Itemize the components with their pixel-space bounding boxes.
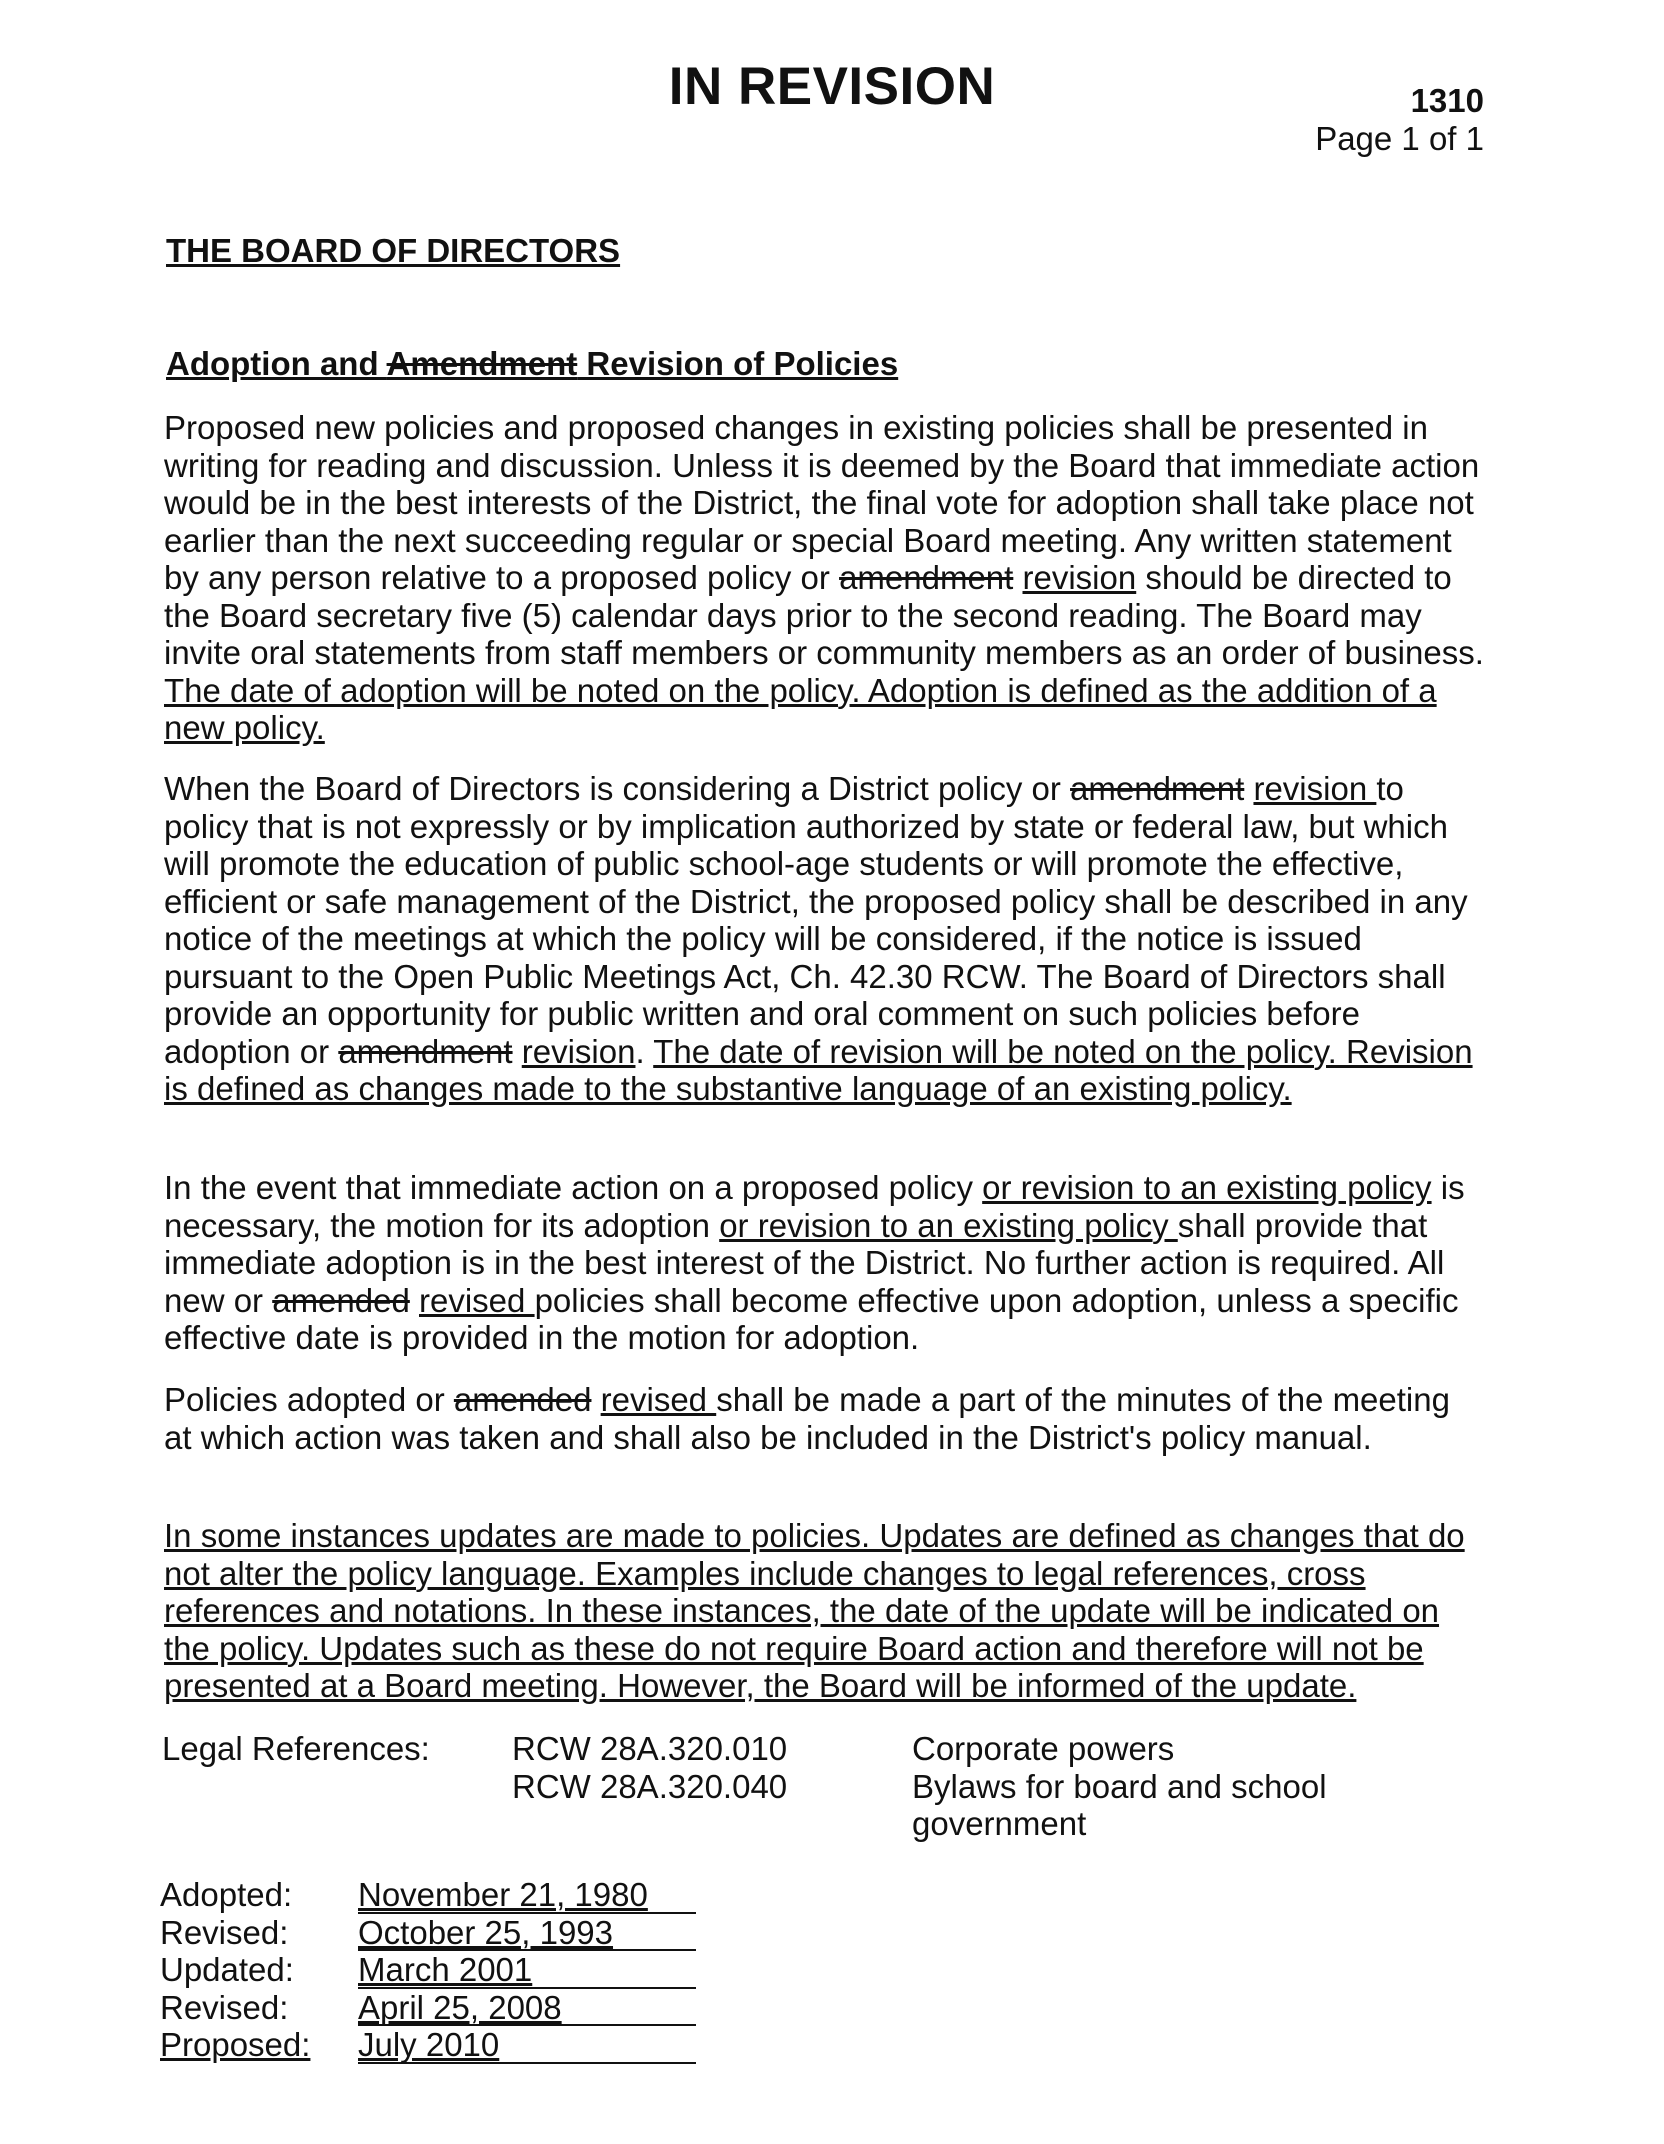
paragraph-immediate-action [164,1169,1484,1357]
para2-inserted-1: revision [1253,770,1377,807]
policy-number: 1310 [1410,82,1484,119]
para4-struck-1: amended [453,1381,592,1418]
history-label: Revised: [160,1988,289,2026]
policy-title [166,345,898,383]
para1-text-2: should be directed to the Board secretary five (5) calendar days prior to the second reading. The Board may invite oral statements from staff members or community members as an order of business. [164,559,1484,671]
para4-text-2: shall be made a part of the minutes of the meeting at which action was taken and shall also be included in the District's policy manual. [164,1381,1450,1456]
para1-text-1: Proposed new policies and proposed changes in existing policies shall be presented in writing for reading and discussion. Unless it is deemed by the Board that immediate action would be in the best interests of the District, the final vote for adoption shall take place not earlier than the next succeeding regular or special Board meeting. Any written statement by any person relative to a proposed policy or [164,409,1480,596]
legal-references-label [162,1730,430,1768]
para3-text-4: policies shall become effective upon adoption, unless a specific effective date is provided in the motion for adoption. [164,1281,1459,1356]
paragraph-minutes [164,1381,1484,1456]
para2-struck-2: amendment [338,1032,513,1070]
para2-inserted-2: revision [521,1032,636,1070]
para3-text-3: shall provide that immediate adoption is in the best interest of the District. No further action is required. All new or [164,1206,1445,1319]
page-indicator: Page 1 of 1 [1315,120,1484,157]
para2-inserted-3: The date of revision will be noted on the policy. Revision is defined as changes made to the substantive language of an existing policy. [164,1032,1473,1107]
legal-description: Bylaws for board and school government [912,1767,1327,1842]
paragraph-proposals [164,409,1484,747]
para4-text-1: Policies adopted or [164,1381,454,1418]
history-label: Revised: [160,1913,289,1951]
history-row [160,1914,696,1952]
para1-inserted-1: revision [1022,559,1137,596]
legal-references-codes [512,1730,787,1805]
paragraph-updates [164,1517,1484,1705]
legal-references-descriptions [912,1730,1372,1843]
para3-text-1: In the event that immediate action on a proposed policy [164,1169,983,1206]
para1-inserted-2: The date of adoption will be noted on the policy. Adoption is defined as the addition of a new policy. [164,671,1437,746]
legal-code: RCW 28A.320.010 [512,1730,788,1767]
para2-text-3: . [635,1032,654,1070]
history-row [160,1989,696,2027]
history-date: March 2001 [358,1951,696,1989]
para3-inserted-1: or revision to an existing policy [982,1169,1432,1206]
history-label: Updated: [160,1951,294,1988]
policy-title-part2: Revision of Policies [577,345,899,382]
history-label: Proposed: [160,2026,311,2063]
section-title: THE BOARD OF DIRECTORS [166,232,621,269]
history-row [160,2026,696,2064]
history-date: April 25, 2008 [358,1989,696,2027]
para3-inserted-3: revised [419,1281,535,1319]
paragraph-board-considering [164,770,1484,1108]
para3-text-2: is necessary, the motion for its adoption [164,1169,1465,1244]
history-date: July 2010 [358,2026,696,2064]
policy-history [160,1876,696,2064]
para2-text-1: When the Board of Directors is considering a District policy or [164,770,1071,807]
history-label: Adopted: [160,1876,293,1913]
legal-code: RCW 28A.320.040 [512,1767,788,1805]
history-date: November 21, 1980 [358,1876,696,1914]
policy-title-part1: Adoption and [166,345,387,382]
para2-text-2: to policy that is not expressly or by implication authorized by state or federal law, but which will promote the education of public school-age students or will promote the effective, efficient or safe management of the District, the proposed policy shall be described in any notice of the meetings at which the policy will be considered, if the notice is issued pursuant to the Open Public Meetings Act, Ch. 42.30 RCW. The Board of Directors shall provide an opportunity for public written and oral comment on such policies before adoption or [164,770,1468,1070]
revision-stamp: IN REVISION [668,57,996,116]
legal-references-heading: Legal References: [162,1730,430,1767]
para2-struck-1: amendment [1070,770,1245,807]
para3-inserted-2: or revision to an existing policy [719,1206,1178,1244]
history-row [160,1876,696,1914]
para5-inserted-1: In some instances updates are made to policies. Updates are defined as changes that do not alter the policy language. Examples include changes to legal references, cross references and notations. In these instances, the date of the update will be indicated on the policy. Updates such as these do not require Board action and therefore will not be presented at a Board meeting. However, the Board will be informed of the update. [164,1517,1465,1704]
para4-inserted-1: revised [600,1381,717,1418]
policy-title-struck: Amendment [386,345,578,382]
legal-description: Corporate powers [912,1730,1175,1767]
para1-struck-1: amendment [839,559,1014,596]
para3-struck-1: amended [272,1281,410,1319]
history-row [160,1951,696,1989]
history-date: October 25, 1993 [358,1914,696,1952]
